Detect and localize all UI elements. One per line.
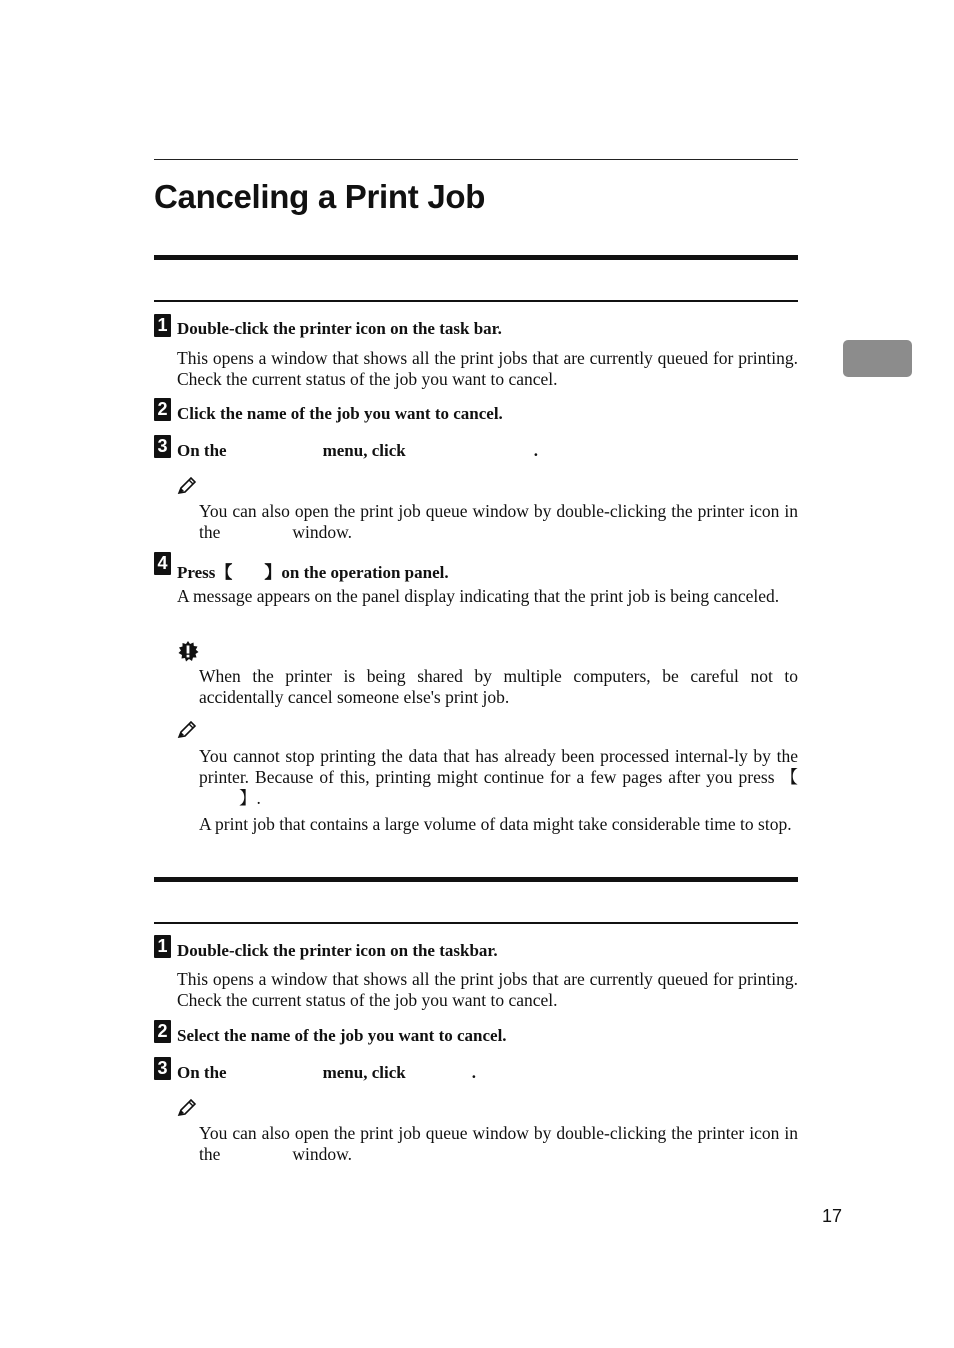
- chapter-tab: [843, 340, 912, 377]
- note-text-part: window.: [292, 522, 353, 542]
- pencil-note-icon: [176, 1098, 198, 1118]
- note-text: A print job that contains a large volume of data might take considerable time to stop.: [199, 814, 792, 834]
- note-text-part: window.: [292, 1144, 353, 1164]
- step-text-part: On the: [177, 1063, 227, 1082]
- step-number-badge: 2: [154, 398, 171, 421]
- page-number: 17: [822, 1206, 843, 1226]
- header-rule: [154, 159, 798, 160]
- pencil-note-icon: [176, 720, 198, 740]
- step-body: A message appears on the panel display indicating that the print job is being canceled.: [177, 586, 780, 606]
- note-text-part: You can also open the print job queue window by double-clicking the printer icon in the: [199, 1123, 798, 1164]
- step-text-part: on the operation panel.: [281, 563, 449, 582]
- key-bracket-open: 【: [215, 563, 233, 582]
- step-text-part: .: [471, 1063, 476, 1082]
- important-icon: [177, 640, 199, 662]
- key-bracket-close: 】.: [239, 788, 261, 808]
- key-bracket-close: 】: [264, 563, 282, 582]
- step-instruction: Double-click the printer icon on the taskbar.: [177, 941, 498, 960]
- step-instruction: Select the name of the job you want to cancel.: [177, 1026, 507, 1045]
- step-text-part: .: [533, 441, 538, 460]
- step-body: This opens a window that shows all the print jobs that are currently queued for printing. Check the current status of the job you want to cancel.: [177, 969, 798, 1010]
- step-body: This opens a window that shows all the print jobs that are currently queued for printing. Check the current status of the job you want to cancel.: [177, 348, 798, 389]
- step-text-part: Press: [177, 563, 216, 582]
- important-text: When the printer is being shared by multiple computers, be careful not to accidentally cancel someone else's print job.: [199, 666, 798, 707]
- step-instruction: Double-click the printer icon on the task bar.: [177, 319, 502, 338]
- pencil-note-icon: [176, 476, 198, 496]
- section1-heading-bar: [154, 255, 798, 260]
- note-text-part: You cannot stop printing the data that has already been processed internal-ly by the printer. Because of this, printing might continue for a few pages after you press: [199, 746, 798, 787]
- step-number-badge: 4: [154, 552, 171, 575]
- note-text-part: You can also open the print job queue window by double-clicking the printer icon in the: [199, 501, 798, 542]
- note-text: [199, 746, 798, 809]
- step-number-badge: 3: [154, 435, 171, 458]
- page-title: Canceling a Print Job: [154, 178, 486, 215]
- step-instruction: [177, 558, 449, 583]
- step-number-badge: 3: [154, 1057, 171, 1080]
- section2-heading-bar: [154, 877, 798, 882]
- step-instruction: Click the name of the job you want to cancel.: [177, 404, 503, 423]
- section1-heading-rule: [154, 300, 798, 302]
- note-text: [199, 1123, 798, 1165]
- step-instruction: [177, 441, 538, 461]
- step-instruction: [177, 1063, 476, 1083]
- step-text-part: On the: [177, 441, 227, 460]
- step-number-badge: 1: [154, 314, 171, 337]
- note-text: [199, 501, 798, 543]
- step-number-badge: 2: [154, 1020, 171, 1043]
- step-text-part: menu, click: [322, 441, 406, 460]
- section2-heading-rule: [154, 922, 798, 924]
- step-text-part: menu, click: [322, 1063, 406, 1082]
- step-number-badge: 1: [154, 935, 171, 958]
- key-bracket-open: 【: [780, 767, 799, 787]
